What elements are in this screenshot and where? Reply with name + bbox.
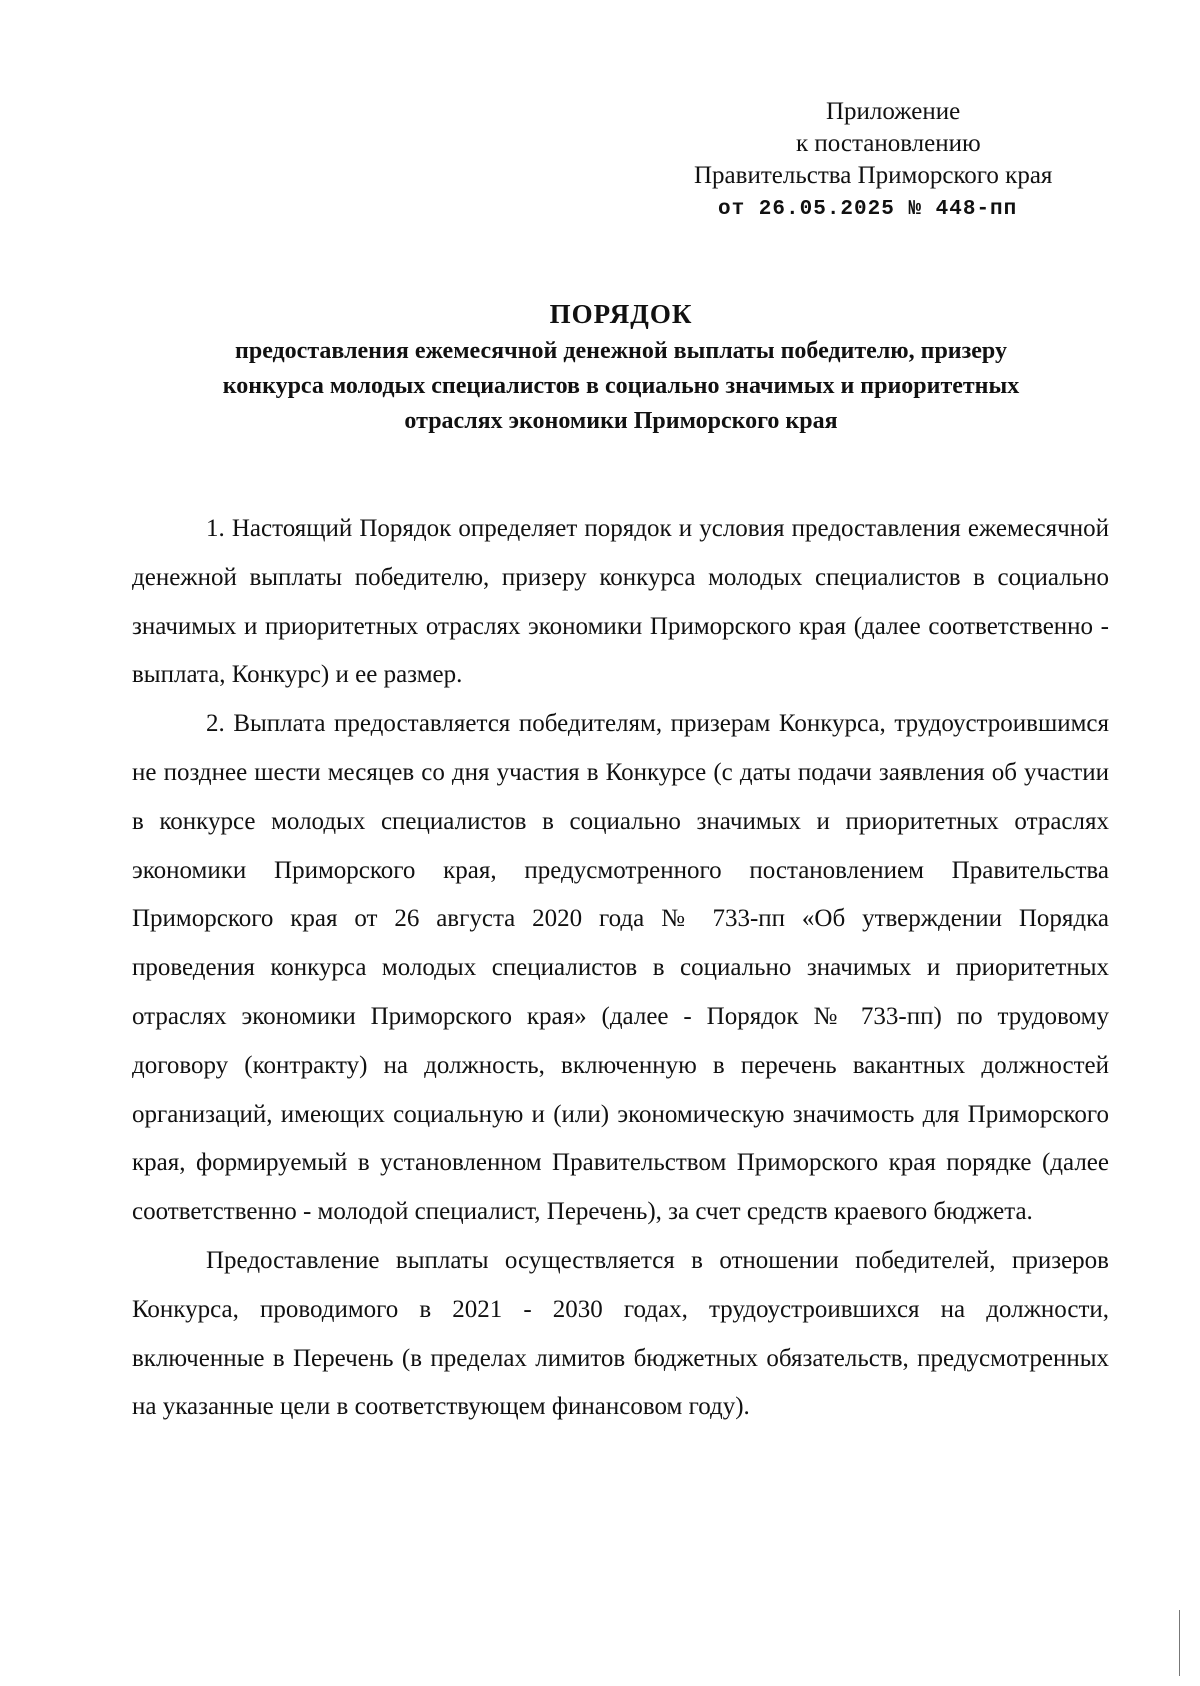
appendix-label: Приложение: [826, 98, 961, 125]
document-subtitle: [130, 334, 1112, 439]
subtitle-line-2: конкурса молодых специалистов в социально значимых и приоритетных: [222, 373, 1020, 399]
government-name: Правительства Приморского края: [694, 162, 1053, 189]
paragraph-1: 1. Настоящий Порядок определяет порядок и условия предоставления ежемесячной денежной выплаты победителю, призеру конкурса молодых специалистов в социально значимых и приоритетных отраслях экономики Приморского края (далее соответственно - выплата, Конкурс) и ее размер.: [132, 515, 1109, 689]
paragraph-2: 2. Выплата предоставляется победителям, призерам Конкурса, трудоустроившимся не позднее шести месяцев со дня участия в Конкурсе (с даты подачи заявления об участии в конкурсе молодых специалистов в социально значимых и приоритетных отраслях экономики Приморского края, предусмотренного постановлением Правительства Приморского края от 26 августа 2020 года № 733-пп «Об утверждении Порядка проведения конкурса молодых специалистов в социально значимых и приоритетных отраслях экономики Приморского края» (далее - Порядок № 733-пп) по трудовому договору (контракту) на должность, включенную в перечень вакантных должностей организаций, имеющих социальную и (или) экономическую значимость для Приморского края, формируемый в установленном Правительством Приморского края порядке (далее соответственно - молодой специалист, Перечень), за счет средств краевого бюджета.: [132, 710, 1109, 1226]
subtitle-line-3: отраслях экономики Приморского края: [404, 408, 838, 434]
resolution-date-number: от 26.05.2025 № 448-пп: [718, 198, 1018, 221]
document-title-block: [130, 294, 1112, 439]
appendix-header: [694, 96, 1114, 226]
resolution-reference: к постановлению: [796, 130, 981, 157]
paragraph-3: Предоставление выплаты осуществляется в отношении победителей, призеров Конкурса, проводимого в 2021 - 2030 годах, трудоустроившихся на должности, включенные в Перечень (в пределах лимитов бюджетных обязательств, предусмотренных на указанные цели в соответствующем финансовом году).: [132, 1246, 1109, 1421]
document-body: [132, 505, 1109, 1432]
scan-edge-mark: [1179, 1610, 1180, 1676]
subtitle-line-1: предоставления ежемесячной денежной выплаты победителю, призеру: [235, 338, 1007, 364]
document-title: ПОРЯДОК: [549, 299, 693, 329]
